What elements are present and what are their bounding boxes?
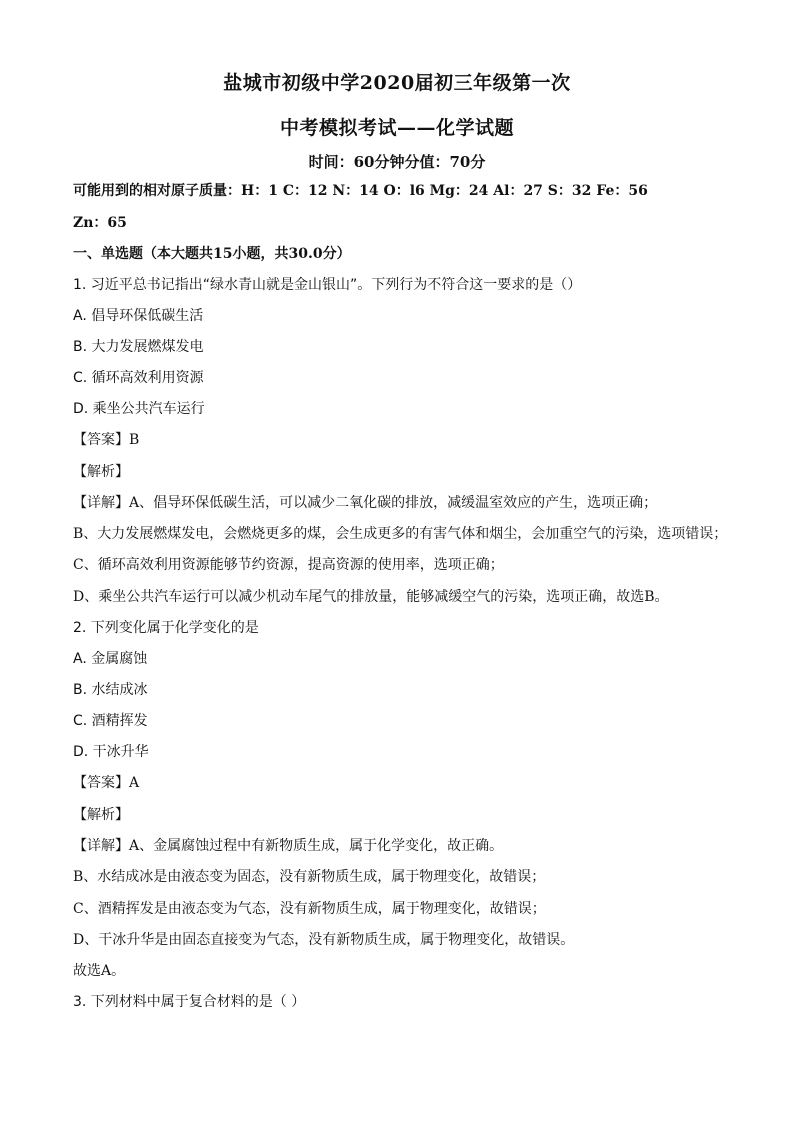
question-2-option-c: C. 酒精挥发 [73,713,148,729]
question-1-detail-a: 【详解】A、倡导环保低碳生活，可以减少二氧化碳的排放，减缓温室效应的产生，选项正确； [73,495,658,511]
section-heading: 一、单选题（本大题共15小题，共30.0分） [73,246,351,262]
atomic-mass-line2: Zn：65 [73,215,127,231]
question-1-analysis-label: 【解析】 [73,464,129,480]
exam-title-line1: 盐城市初级中学2020届初三年级第一次 [223,72,571,94]
question-1-option-d: D. 乘坐公共汽车运行 [73,401,205,417]
question-1-option-c: C. 循环高效利用资源 [73,370,204,386]
time-and-score: 时间：60分钟分值：70分 [308,153,486,171]
question-1-detail-d: D、乘坐公共汽车运行可以减少机动车尾气的排放量，能够减缓空气的污染，选项正确，故选B。 [73,589,669,605]
question-2-conclusion: 故选A。 [73,963,126,979]
question-1-option-b: B. 大力发展燃煤发电 [73,339,204,355]
question-1-detail-c: C、循环高效利用资源能够节约资源，提高资源的使用率，选项正确； [73,557,504,573]
question-2-option-d: D. 干冰升华 [73,744,149,760]
question-2-analysis-label: 【解析】 [73,807,129,823]
question-1-answer: 【答案】B [73,432,140,448]
question-1-detail-b: B、大力发展燃煤发电，会燃烧更多的煤，会生成更多的有害气体和烟尘，会加重空气的污染，选项错误； [73,526,728,542]
question-2-option-b: B. 水结成冰 [73,682,148,698]
atomic-mass-line1: 可能用到的相对原子质量：H：1 C：12 N：14 O：l6 Mg：24 Al：27 S：32 Fe：56 [73,183,648,199]
question-2-detail-c: C、酒精挥发是由液态变为气态，没有新物质生成，属于物理变化，故错误； [73,901,546,917]
question-1-stem: 1. 习近平总书记指出“绿水青山就是金山银山”。下列行为不符合这一要求的是（） [73,277,582,293]
exam-title-line2: 中考模拟考试——化学试题 [279,117,514,139]
question-2-detail-d: D、干冰升华是由固态直接变为气态，没有新物质生成，属于物理变化，故错误。 [73,932,575,948]
question-2-option-a: A. 金属腐蚀 [73,651,148,667]
question-1-option-a: A. 倡导环保低碳生活 [73,308,204,324]
question-2-stem: 2. 下列变化属于化学变化的是 [73,620,259,636]
question-2-detail-a: 【详解】A、金属腐蚀过程中有新物质生成，属于化学变化，故正确。 [73,838,504,854]
question-2-answer: 【答案】A [73,775,140,791]
question-3-stem: 3. 下列材料中属于复合材料的是（ ） [73,994,306,1010]
question-2-detail-b: B、水结成冰是由液态变为固态，没有新物质生成，属于物理变化，故错误； [73,869,546,885]
